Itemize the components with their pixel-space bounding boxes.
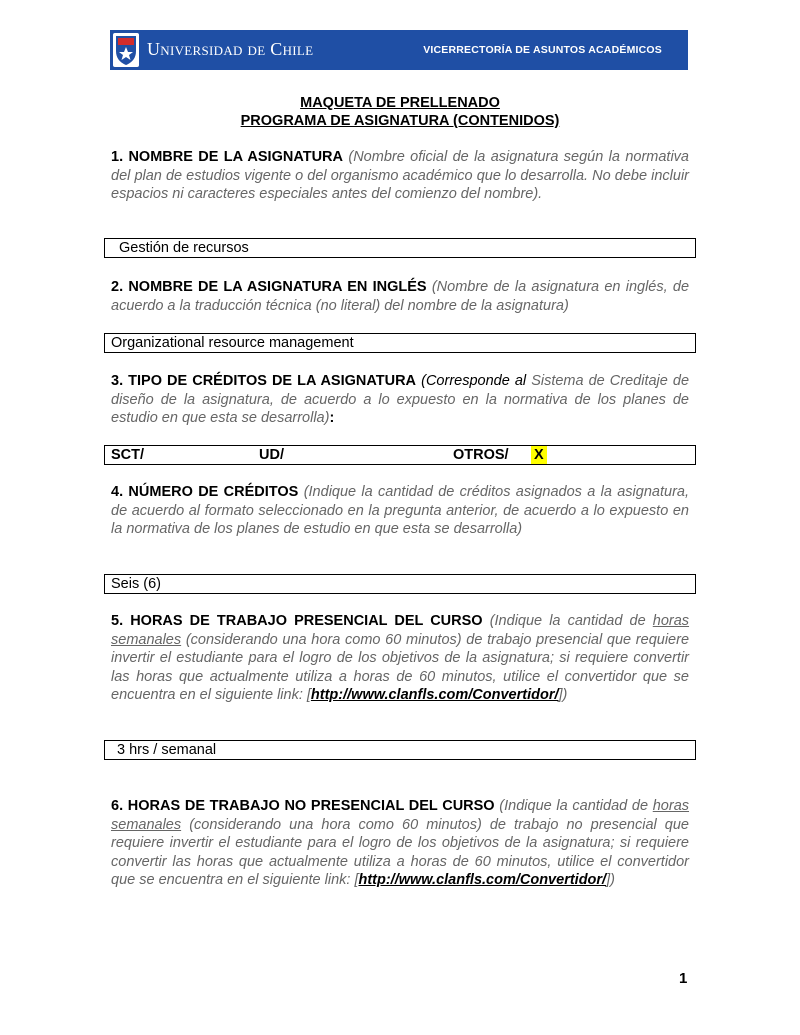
section-2-description: Nombre de la asignatura en inglés, de acuerdo a la traducción técnica (no literal) del nombre de la asignatura) bbox=[111, 279, 690, 314]
section-4-text bbox=[111, 483, 689, 539]
section-4-description: Indique la cantidad de créditos asignados a la asignatura, de acuerdo al formato seleccionado en la pregunta anterior, de acuerdo a lo expuesto en la normativa de los planes de estudio en que esta se desarrolla) bbox=[111, 484, 689, 537]
section-3-heading: 3. TIPO DE CRÉDITOS DE LA ASIGNATURA bbox=[111, 373, 417, 389]
section-6-converter-link[interactable]: http://www.clanfls.com/Convertidor/ bbox=[358, 872, 607, 888]
section-2-text bbox=[111, 278, 689, 315]
section-5-value-field[interactable]: 3 hrs / semanal bbox=[104, 740, 696, 760]
credit-type-selected-mark: X bbox=[531, 446, 547, 464]
section-1-text bbox=[111, 148, 689, 204]
section-4-heading: 4. NÚMERO DE CRÉDITOS bbox=[111, 484, 299, 500]
section-6-underlined: horas semanales bbox=[111, 798, 690, 833]
section-3-text bbox=[111, 372, 689, 428]
open-paren: ( bbox=[431, 279, 437, 295]
open-paren: ( bbox=[303, 484, 309, 500]
section-1-value-field[interactable]: Gestión de recursos bbox=[104, 238, 696, 258]
university-shield-icon bbox=[113, 33, 139, 67]
section-3-description-b: Sistema de Creditaje de diseño de la asignatura, de acuerdo a lo expuesto en la normativa de los planes de estudio en que esta se desarrolla) bbox=[111, 373, 690, 426]
section-3-description-a: Corresponde al bbox=[425, 373, 527, 389]
credit-type-sct[interactable]: SCT/ bbox=[111, 447, 145, 463]
section-6-description-c: ]) bbox=[606, 872, 615, 888]
section-4-value-field[interactable]: Seis (6) bbox=[104, 574, 696, 594]
university-name: Universidad de Chile bbox=[147, 39, 314, 59]
credit-type-otros[interactable]: OTROS/ bbox=[453, 447, 509, 463]
section-5-text bbox=[111, 612, 689, 705]
section-6-description-b: (considerando una hora como 60 minutos) de trabajo no presencial que requiere invertir el estudiante para el logro de los objetivos de la asignatura; si requiere convertir las horas que actualmente utiliza a horas de 60 minutos, utilice el convertidor que se encuentra en el siguiente link: [ bbox=[111, 816, 689, 888]
section-5-underlined: horas semanales bbox=[111, 613, 690, 648]
credit-type-ud[interactable]: UD/ bbox=[259, 447, 284, 463]
section-5-description-a: Indique la cantidad de bbox=[494, 613, 646, 629]
section-3-suffix: : bbox=[329, 410, 335, 426]
credit-type-row bbox=[104, 445, 696, 465]
open-paren: ( bbox=[421, 373, 426, 389]
section-1-description: Nombre oficial de la asignatura según la normativa del plan de estudios vigente o del organismo académico que lo desarrolla. No debe incluir espacios ni caracteres especiales antes del comienzo del nombre). bbox=[111, 149, 689, 202]
section-5-description-c: ]) bbox=[558, 687, 568, 703]
document-title: MAQUETA DE PRELLENADO bbox=[300, 95, 500, 111]
open-paren: ( bbox=[499, 798, 505, 814]
section-5-description-b: (considerando una hora como 60 minutos) de trabajo presencial que requiere invertir el estudiante para el logro de los objetivos de la asignatura; si requiere convertir las horas que actualmente utiliza a horas de 60 minutos, utilice el convertidor que se encuentra en el siguiente link: [ bbox=[111, 631, 690, 703]
section-2-value-field[interactable]: Organizational resource management bbox=[104, 333, 696, 353]
section-5-converter-link[interactable]: http://www.clanfls.com/Convertidor/ bbox=[310, 687, 559, 703]
section-6-text bbox=[111, 797, 689, 890]
page-number: 1 bbox=[679, 970, 688, 987]
open-paren: ( bbox=[489, 613, 495, 629]
section-2-heading: 2. NOMBRE DE LA ASIGNATURA EN INGLÉS bbox=[111, 279, 427, 295]
section-6-heading: 6. HORAS DE TRABAJO NO PRESENCIAL DEL CURSO bbox=[111, 798, 495, 814]
section-1-heading: 1. NOMBRE DE LA ASIGNATURA bbox=[111, 149, 343, 165]
section-5-heading: 5. HORAS DE TRABAJO PRESENCIAL DEL CURSO bbox=[111, 613, 483, 629]
header-banner bbox=[110, 30, 688, 70]
office-name: VICERRECTORÍA DE ASUNTOS ACADÉMICOS bbox=[423, 44, 662, 56]
section-6-description-a: Indique la cantidad de bbox=[504, 798, 649, 814]
open-paren: ( bbox=[348, 149, 354, 165]
document-subtitle: PROGRAMA DE ASIGNATURA (CONTENIDOS) bbox=[240, 113, 560, 129]
